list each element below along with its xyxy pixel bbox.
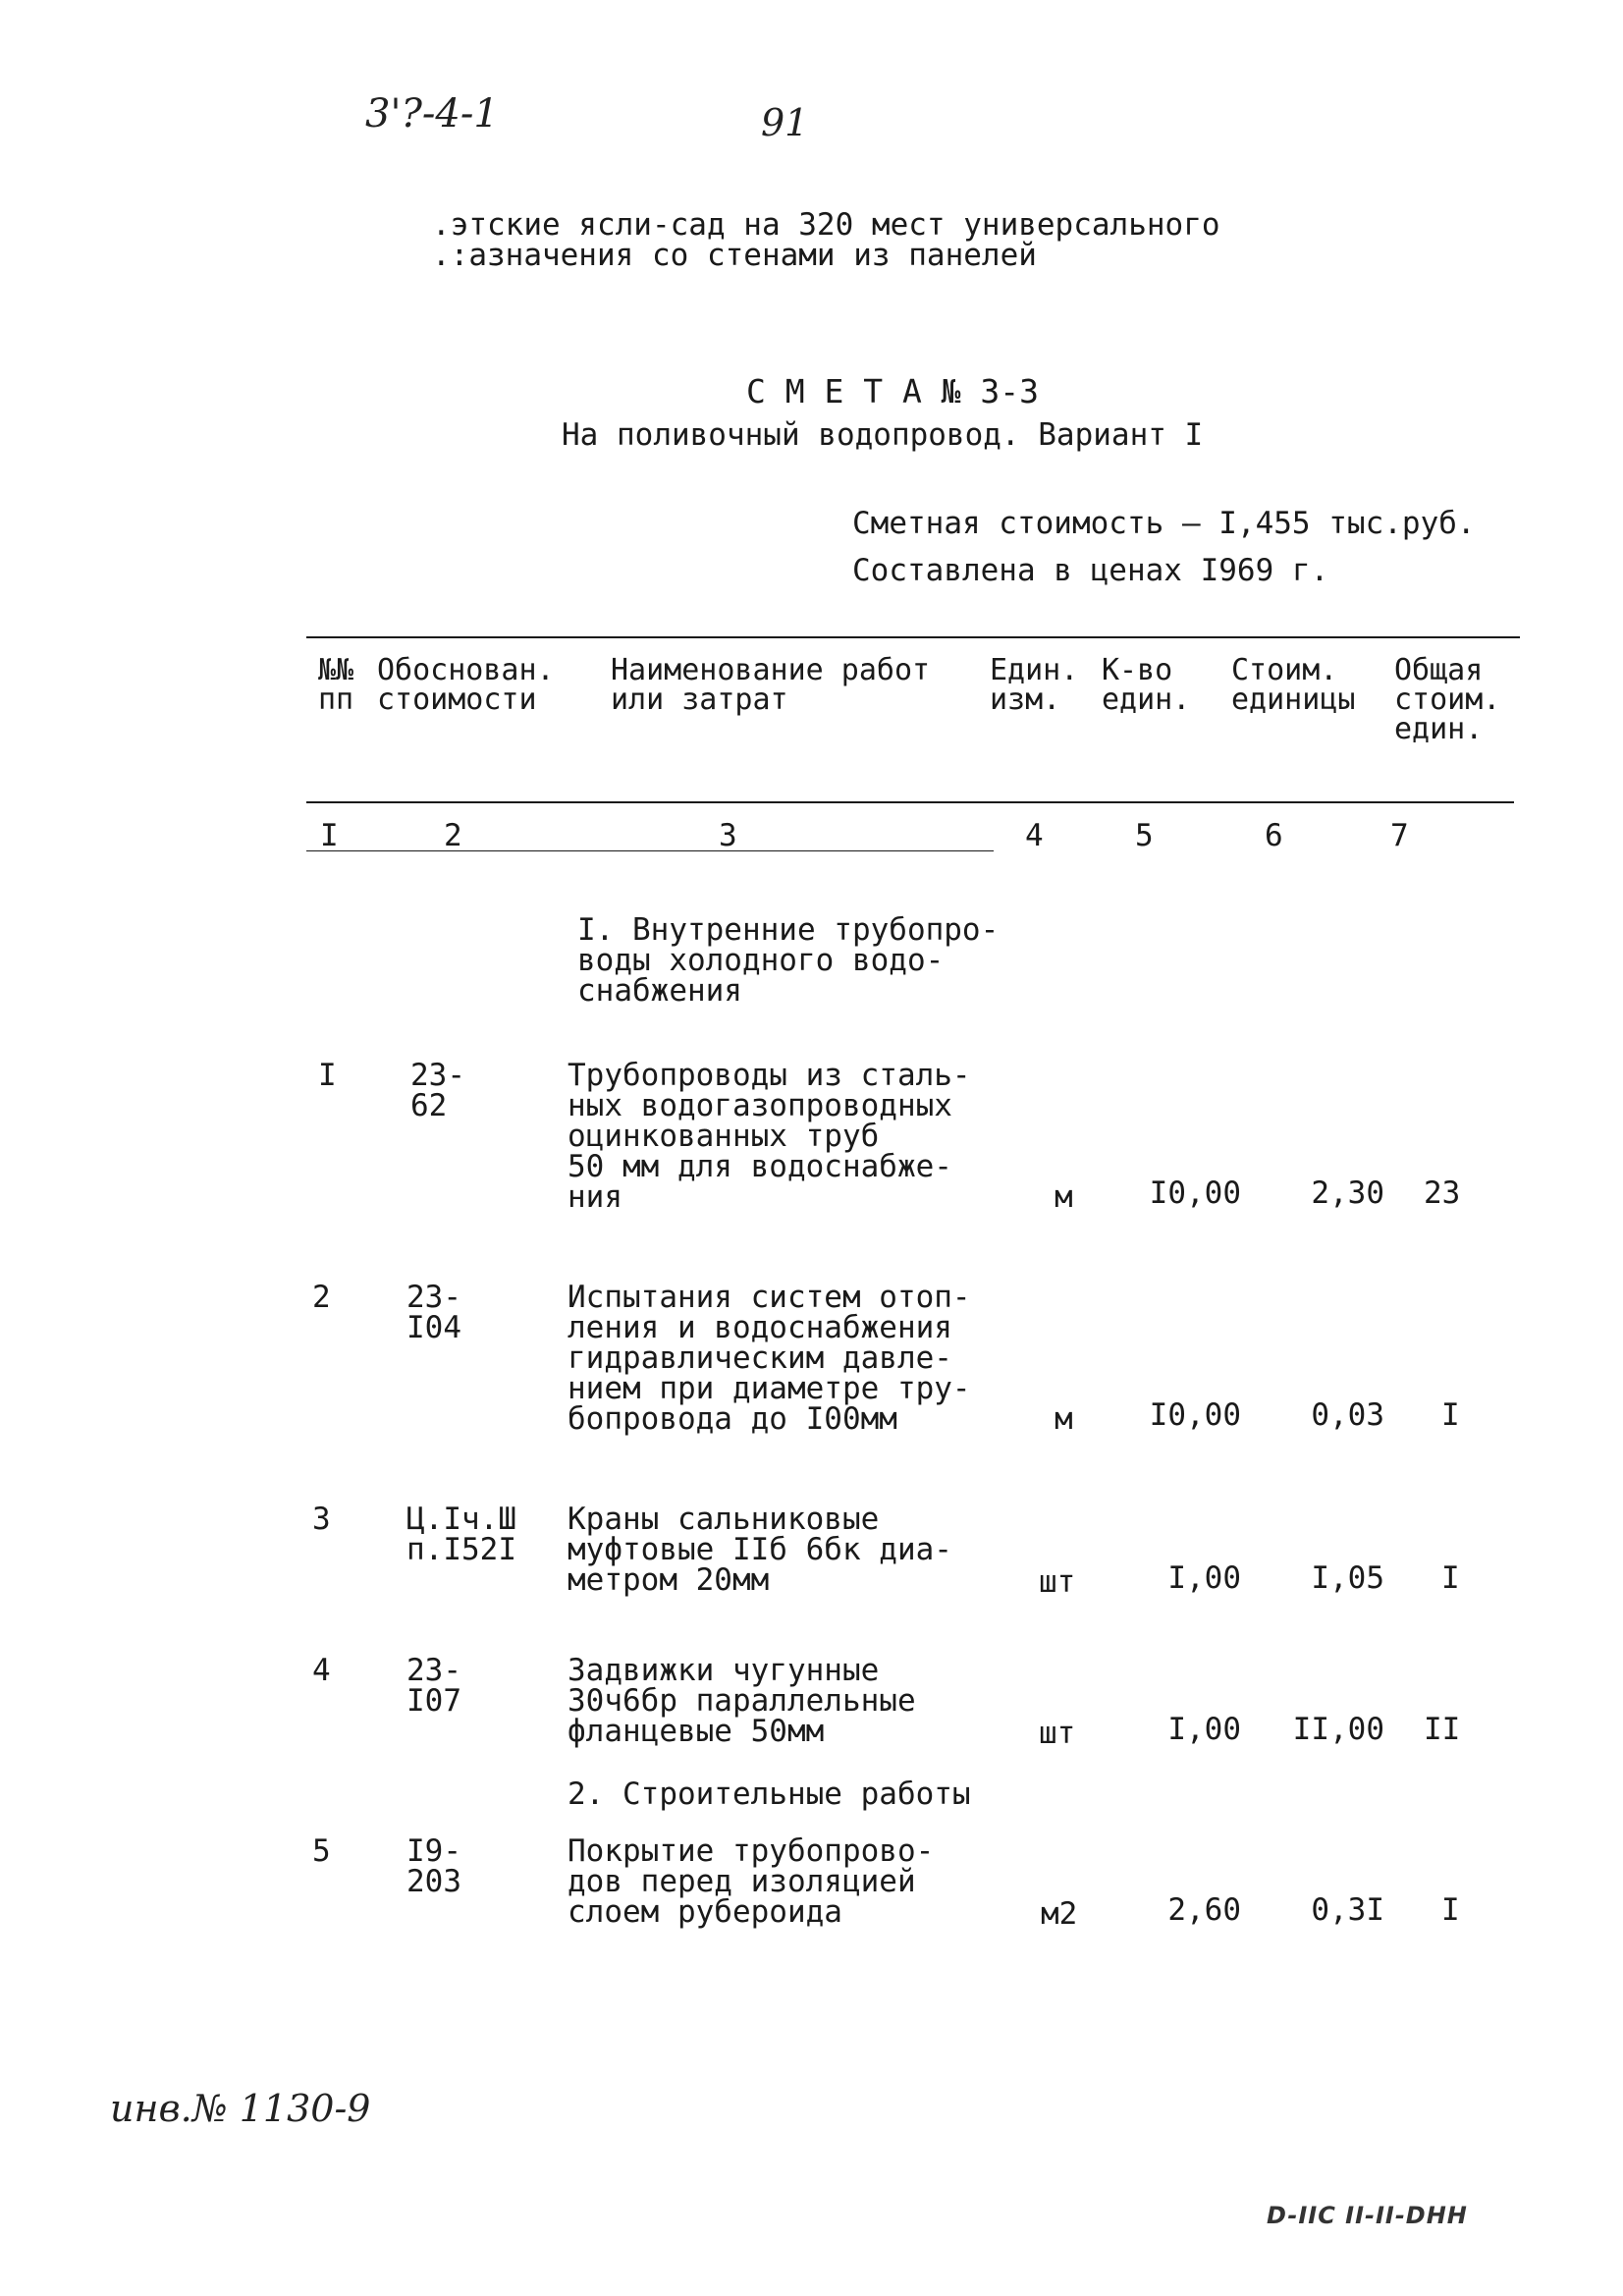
row-unit: шт — [1039, 1564, 1076, 1600]
estimate-prices: Составлена в ценах I969 г. — [852, 553, 1329, 588]
row-total: 23 — [1424, 1175, 1461, 1211]
row-price: 0,03 — [1311, 1397, 1384, 1433]
estimate-cost: Сметная стоимость – I,455 тыс.руб. — [852, 506, 1476, 541]
row-basis: 23-I04 — [406, 1280, 461, 1345]
column-number-4: 4 — [1025, 818, 1044, 853]
row-total: I — [1441, 1560, 1460, 1596]
row-description: Трубопроводы из сталь- ных водогазопроводных оцинкованных труб 50 мм для водоснабже- ния — [568, 1058, 971, 1215]
row-qty: I0,00 — [1149, 1175, 1241, 1211]
row-qty: 2,60 — [1167, 1892, 1241, 1928]
column-number-5: 5 — [1135, 818, 1154, 853]
row-unit: шт — [1039, 1716, 1076, 1751]
estimate-subtitle: На поливочный водопровод. Вариант I — [562, 417, 1204, 453]
row-basis: I9-203 — [406, 1833, 461, 1899]
column-number-3: 3 — [719, 818, 737, 853]
row-price: 2,30 — [1311, 1175, 1384, 1211]
column-number-rule — [306, 850, 994, 851]
row-number: 4 — [312, 1653, 331, 1688]
row-description: Покрытие трубопрово- дов перед изоляцией слоем рубероида — [568, 1833, 935, 1930]
row-basis: 23-I07 — [406, 1653, 461, 1719]
row-number: 5 — [312, 1833, 331, 1869]
table-header-rule — [306, 801, 1514, 803]
inventory-number: инв.№ 1130-9 — [110, 2087, 371, 2130]
estimate-title: С М Е Т А № 3-3 — [746, 372, 1040, 410]
row-description: Краны сальниковые муфтовые IIб 6бк диа- метром 20мм — [568, 1502, 952, 1598]
handwritten-sheet-code: 3'?-4-1 — [365, 91, 499, 137]
row-number: 3 — [312, 1502, 331, 1537]
column-number-2: 2 — [444, 818, 462, 853]
row-price: II,00 — [1292, 1712, 1384, 1747]
row-description: Испытания систем отоп- ления и водоснабжения гидравлическим давле- нием при диаметре тру- бопровода до I00мм — [568, 1280, 971, 1437]
row-price: I,05 — [1311, 1560, 1384, 1596]
header-unit: Един. изм. — [990, 653, 1079, 717]
row-total: I — [1441, 1892, 1460, 1928]
project-title: .этские ясли-сад на 320 мест универсального .:азначения со стенами из панелей — [432, 207, 1220, 273]
row-number: 2 — [312, 1280, 331, 1315]
row-description: Задвижки чугунные 30ч6бр параллельные фланцевые 50мм — [568, 1653, 916, 1749]
column-number-6: 6 — [1265, 818, 1283, 853]
header-total: Общая стоим. един. — [1394, 653, 1501, 746]
column-number-7: 7 — [1390, 818, 1409, 853]
table-top-rule — [306, 636, 1520, 638]
row-basis: Ц.Iч.Ш п.I52I — [406, 1502, 516, 1567]
row-price: 0,3I — [1311, 1892, 1384, 1928]
row-number: I — [318, 1058, 337, 1093]
row-unit: м — [1055, 1401, 1073, 1437]
row-basis: 23-62 — [410, 1058, 465, 1123]
row-unit: м — [1055, 1179, 1073, 1215]
header-num: №№ пп — [318, 653, 354, 717]
header-qty: К-во един. — [1102, 653, 1191, 717]
row-total: II — [1424, 1712, 1461, 1747]
row-qty: I,00 — [1167, 1712, 1241, 1747]
row-total: I — [1441, 1397, 1460, 1433]
header-price: Стоим. единицы — [1231, 653, 1356, 717]
section-heading-2: 2. Строительные работы — [568, 1777, 971, 1812]
row-qty: I0,00 — [1149, 1397, 1241, 1433]
page-number: 91 — [761, 101, 809, 144]
header-basis: Обоснован. стоимости — [377, 653, 555, 717]
bottom-stamp: D-IIC II-II-DHH — [1267, 2202, 1468, 2229]
section-heading: I. Внутренние трубопро- воды холодного водо- снабжения — [577, 912, 1000, 1009]
row-unit: м2 — [1041, 1896, 1078, 1932]
header-name: Наименование работ или затрат — [611, 653, 931, 717]
column-number-1: I — [320, 818, 339, 853]
row-qty: I,00 — [1167, 1560, 1241, 1596]
